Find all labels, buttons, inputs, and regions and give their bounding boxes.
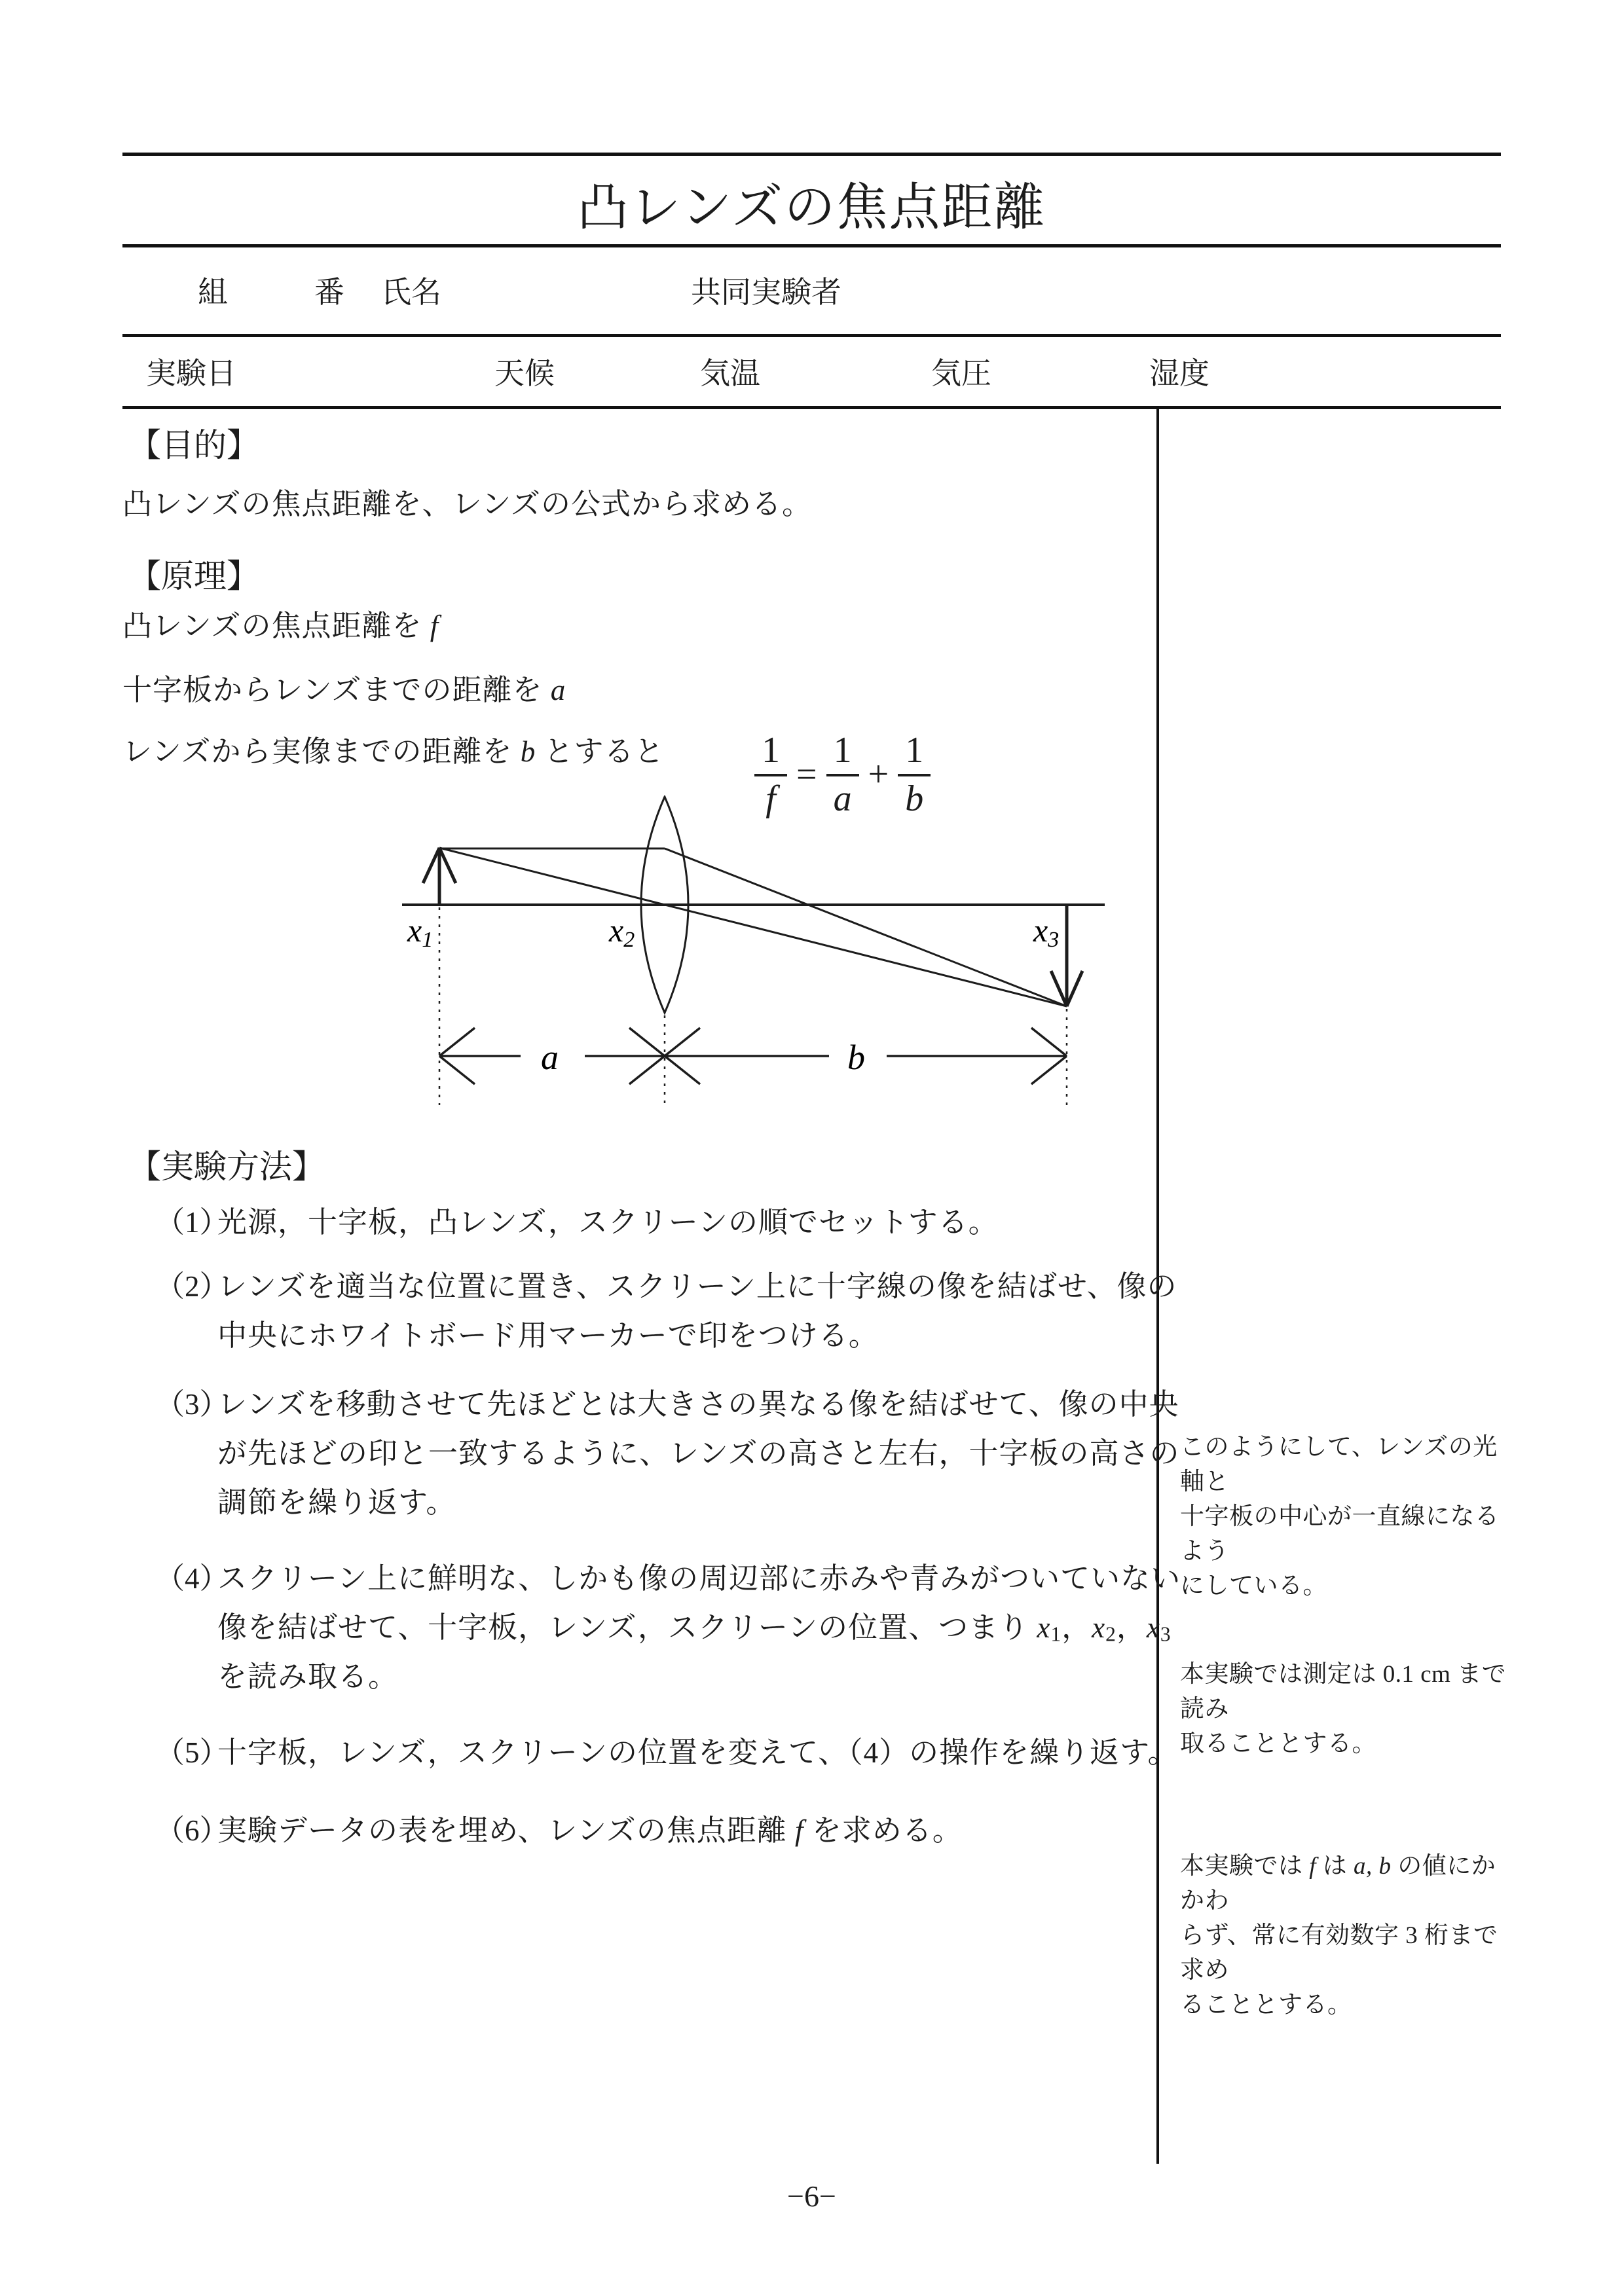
note-line: 本実験では f は a, b の値にかかわ: [1180, 1853, 1496, 1914]
step-3-number: （3）: [155, 1388, 229, 1421]
page-number: −6−: [787, 2179, 836, 2213]
margin-note-alignment: [1180, 1430, 1507, 1603]
heading-purpose: 【目的】: [128, 427, 259, 464]
rule-below-name-row: [122, 334, 1501, 337]
note-line: らず、常に有効数字 3 桁まで求め: [1180, 1922, 1498, 1984]
label-temperature: 気温: [700, 357, 760, 390]
heading-method: 【実験方法】: [128, 1148, 325, 1185]
label-x3: x3: [1033, 912, 1060, 952]
step-5-line-1: 十字板，レンズ，スクリーンの位置を変えて、（4）の操作を繰り返す。: [217, 1736, 1178, 1769]
principle-line-b: レンズから実像までの距離を b とすると: [122, 735, 665, 768]
step-4-line-3: を読み取る。: [217, 1660, 399, 1693]
step-4-line-2: 像を結ばせて、十字板，レンズ，スクリーンの位置、つまり x1，x2，x3: [217, 1611, 1172, 1646]
label-pressure: 気圧: [931, 357, 991, 390]
fraction-bar: [898, 774, 931, 776]
fraction-bar: [754, 774, 787, 776]
step-2-line-1: レンズを適当な位置に置き、スクリーン上に十字線の像を結ばせ、像の: [217, 1270, 1177, 1303]
fraction-one-over-f: $\frac{1}{f}$: [754, 732, 787, 817]
fraction-one-over-b: $\frac{1}{b}$: [898, 732, 931, 817]
image-arrow: [1051, 905, 1082, 1006]
object-arrow: [423, 848, 456, 905]
label-x1: x1: [407, 912, 434, 952]
heading-principle: 【原理】: [128, 558, 259, 594]
label-class: 組: [198, 276, 228, 309]
step-3-line-1: レンズを移動させて先ほどとは大きさの異なる像を結ばせて、像の中央: [217, 1388, 1179, 1421]
note-line: ることとする。: [1180, 1992, 1352, 2018]
fraction-bar: [826, 774, 859, 776]
light-rays: [439, 848, 1067, 1006]
note-line: 十字板の中心が一直線になるよう: [1180, 1503, 1500, 1565]
principle-line-a: 十字板からレンズまでの距離を a: [122, 674, 566, 706]
principle-line-f: 凸レンズの焦点距離を f: [122, 610, 439, 642]
label-name: 氏名: [381, 276, 441, 309]
label-number: 番: [314, 276, 344, 309]
margin-note-precision: [1180, 1657, 1507, 1761]
label-a: a: [541, 1038, 559, 1077]
note-line: このようにして、レンズの光軸と: [1180, 1434, 1498, 1495]
step-6-line-1: 実験データの表を埋め、レンズの焦点距離 f を求める。: [217, 1814, 963, 1847]
page-title: 凸レンズの焦点距離: [577, 179, 1046, 236]
dimension-b: [665, 1028, 1067, 1084]
purpose-body: 凸レンズの焦点距離を、レンズの公式から求める。: [122, 488, 813, 520]
step-3-line-2: が先ほどの印と一致するように、レンズの高さと左右，十字板の高さの: [217, 1437, 1180, 1470]
label-b: b: [847, 1038, 865, 1077]
rule-below-title: [122, 244, 1501, 247]
step-4-number: （4）: [155, 1562, 229, 1595]
step-2-line-2: 中央にホワイトボード用マーカーで印をつける。: [217, 1319, 879, 1352]
note-line: 本実験では測定は 0.1 cm まで読み: [1180, 1661, 1507, 1722]
step-6-number: （6）: [155, 1814, 229, 1847]
label-co-experimenters: 共同実験者: [691, 276, 841, 309]
lens-ray-diagram: [393, 795, 1146, 1113]
dashed-guides: [439, 907, 1067, 1105]
rule-below-conditions-row: [122, 406, 1501, 409]
equals-sign: =: [796, 754, 817, 795]
fraction-one-over-a: $\frac{1}{a}$: [826, 732, 859, 817]
step-1-number: （1）: [155, 1206, 229, 1239]
step-5-number: （5）: [155, 1736, 229, 1769]
note-line: にしている。: [1180, 1573, 1327, 1599]
label-x2: x2: [609, 912, 635, 952]
plus-sign: +: [868, 754, 889, 795]
step-4-line-1: スクリーン上に鮮明な、しかも像の周辺部に赤みや青みがついていない: [217, 1562, 1181, 1595]
rule-top: [122, 153, 1501, 156]
label-experiment-date: 実験日: [146, 357, 236, 390]
note-line: 取ることとする。: [1180, 1730, 1376, 1757]
step-2-number: （2）: [155, 1270, 229, 1303]
step-1-line-1: 光源，十字板，凸レンズ，スクリーンの順でセットする。: [217, 1206, 999, 1239]
label-weather: 天候: [494, 357, 555, 390]
label-humidity: 湿度: [1149, 357, 1209, 390]
margin-note-significant-figures: [1180, 1849, 1507, 2022]
step-3-line-3: 調節を繰り返す。: [217, 1486, 456, 1519]
